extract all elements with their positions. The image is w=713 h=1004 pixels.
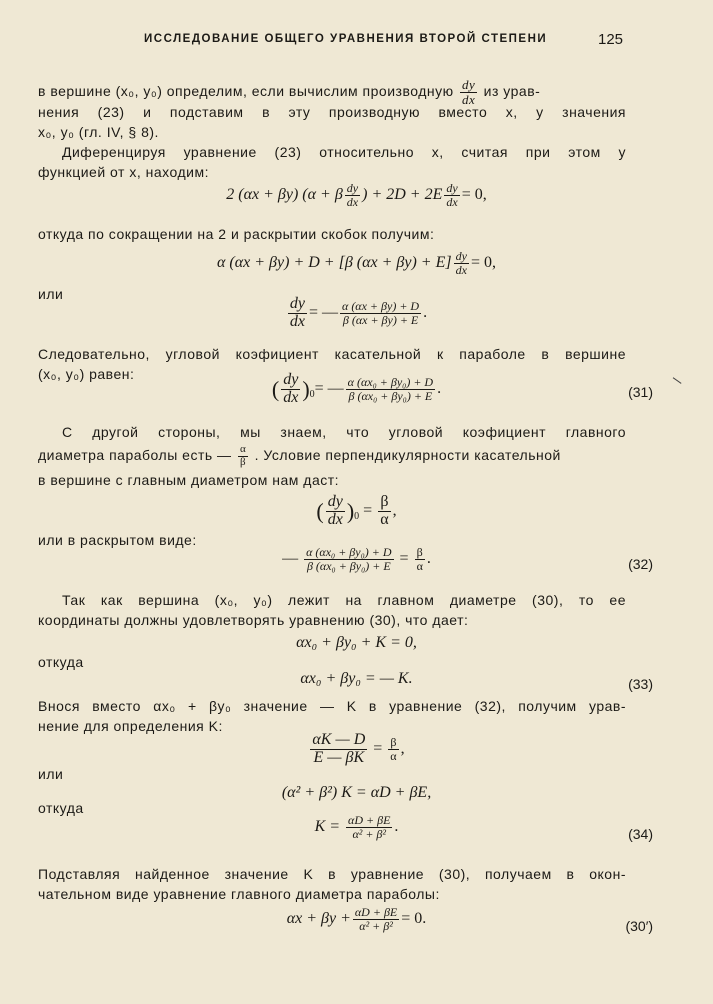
text-line: или — [38, 286, 64, 302]
text-line: Следовательно, угловой коэфициент касательной к параболе в вершине — [38, 346, 626, 362]
equation-34: K = $\frac{\alpha D + \beta E}{\text{α² + β²}}$ . — [314, 813, 399, 841]
equation-vertex-on-diameter: αx₀ + βy₀ + K = 0, — [296, 634, 417, 651]
equation-31: ( $\frac{dy}{dx}$ )$_0=$ — $\frac{\text{α (αx₀ + βy₀) + D}}{\text{β (αx₀ + βy₀) + E}}$ . — [271, 371, 442, 406]
text-line: нения (23) и подставим в эту производную вместо x, y значения — [38, 104, 626, 120]
text-line: x₀, y₀ (гл. IV, § 8). — [38, 124, 159, 140]
text-line: диаметра параболы есть — $\frac{\alpha}{\beta}$ . Условие перпендикулярности касательной — [38, 443, 561, 468]
equation-derivative: 2 (αx + βy) (α + β $\frac{dy}{dx}$ ) + 2D + 2E $\frac{dy}{dx}$ = 0, — [226, 181, 487, 209]
text-line: С другой стороны, мы знаем, что угловой коэфициент главного — [62, 424, 626, 440]
text-line: или в раскрытом виде: — [38, 532, 197, 548]
equation-slope: $\frac{dy}{dx}$ = — $\frac{\alpha (\alpha x + \beta y) + D}{\beta (\alpha x + \beta y) + E}$ . — [289, 295, 428, 330]
text-line: в вершине с главным диаметром нам даст: — [38, 472, 340, 488]
text-line: откуда по сокращении на 2 и раскрытии скобок получим: — [38, 226, 435, 242]
text-line: откуда — [38, 654, 84, 670]
text-line: Диференцируя уравнение (23) относительно x, считая при этом y — [62, 144, 626, 160]
equation-perpendicular: ( $\frac{dy}{dx}$ )$_0$ = $\frac{\beta}{\alpha}$ , — [316, 493, 397, 528]
equation-number: (33) — [628, 676, 653, 692]
equation-k-linear: (α² + β²) K = αD + βE, — [281, 784, 432, 801]
text-line: Так как вершина (x₀, y₀) лежит на главном диаметре (30), то ее — [62, 592, 626, 608]
text-line: (x₀, y₀) равен: — [38, 366, 135, 382]
text-line: откуда — [38, 800, 84, 816]
equation-k-ratio: $\frac{\alpha K — D}{E — \beta K}$ = $\frac{\beta}{\alpha}$ , — [312, 731, 405, 766]
text-line: или — [38, 766, 64, 782]
text-line: Подставляя найденное значение K в уравнение (30), получаем в окон- — [38, 866, 626, 882]
page-number: 125 — [598, 31, 624, 48]
text-line: в вершине (x₀, y₀) определим, если вычислим производную $\frac{dy}{dx}$ из урав- — [38, 77, 541, 107]
equation-number: (34) — [628, 826, 653, 842]
text-line: координаты должны удовлетворять уравнению (30), что дает: — [38, 612, 469, 628]
equation-number: (32) — [628, 556, 653, 572]
text-line: функцией от x, находим: — [38, 164, 209, 180]
equation-number: (31) — [628, 384, 653, 400]
equation-number: (30′) — [625, 918, 653, 934]
equation-32: — $\frac{\text{α (αx₀ + βy₀) + D}}{\text{β (αx₀ + βy₀) + E}}$ = $\frac{\beta}{\alpha}$ . — [282, 545, 431, 573]
equation-expanded: α (αx + βy) + D + [β (αx + βy) + E] $\frac{dy}{dx}$ = 0, — [217, 249, 496, 277]
text-line: нение для определения K: — [38, 718, 223, 734]
equation-33: αx₀ + βy₀ = — K. — [300, 670, 413, 687]
chapter-title: ИССЛЕДОВАНИЕ ОБЩЕГО УРАВНЕНИЯ ВТОРОЙ СТЕПЕНИ — [144, 33, 548, 45]
text-line: Внося вместо αx₀ + βy₀ значение — K в уравнение (32), получим урав- — [38, 698, 626, 714]
text-line: чательном виде уравнение главного диаметра параболы: — [38, 886, 440, 902]
equation-30-prime: αx + βy + $\frac{\alpha D + \beta E}{\text{α² + β²}}$ = 0. — [286, 905, 427, 933]
